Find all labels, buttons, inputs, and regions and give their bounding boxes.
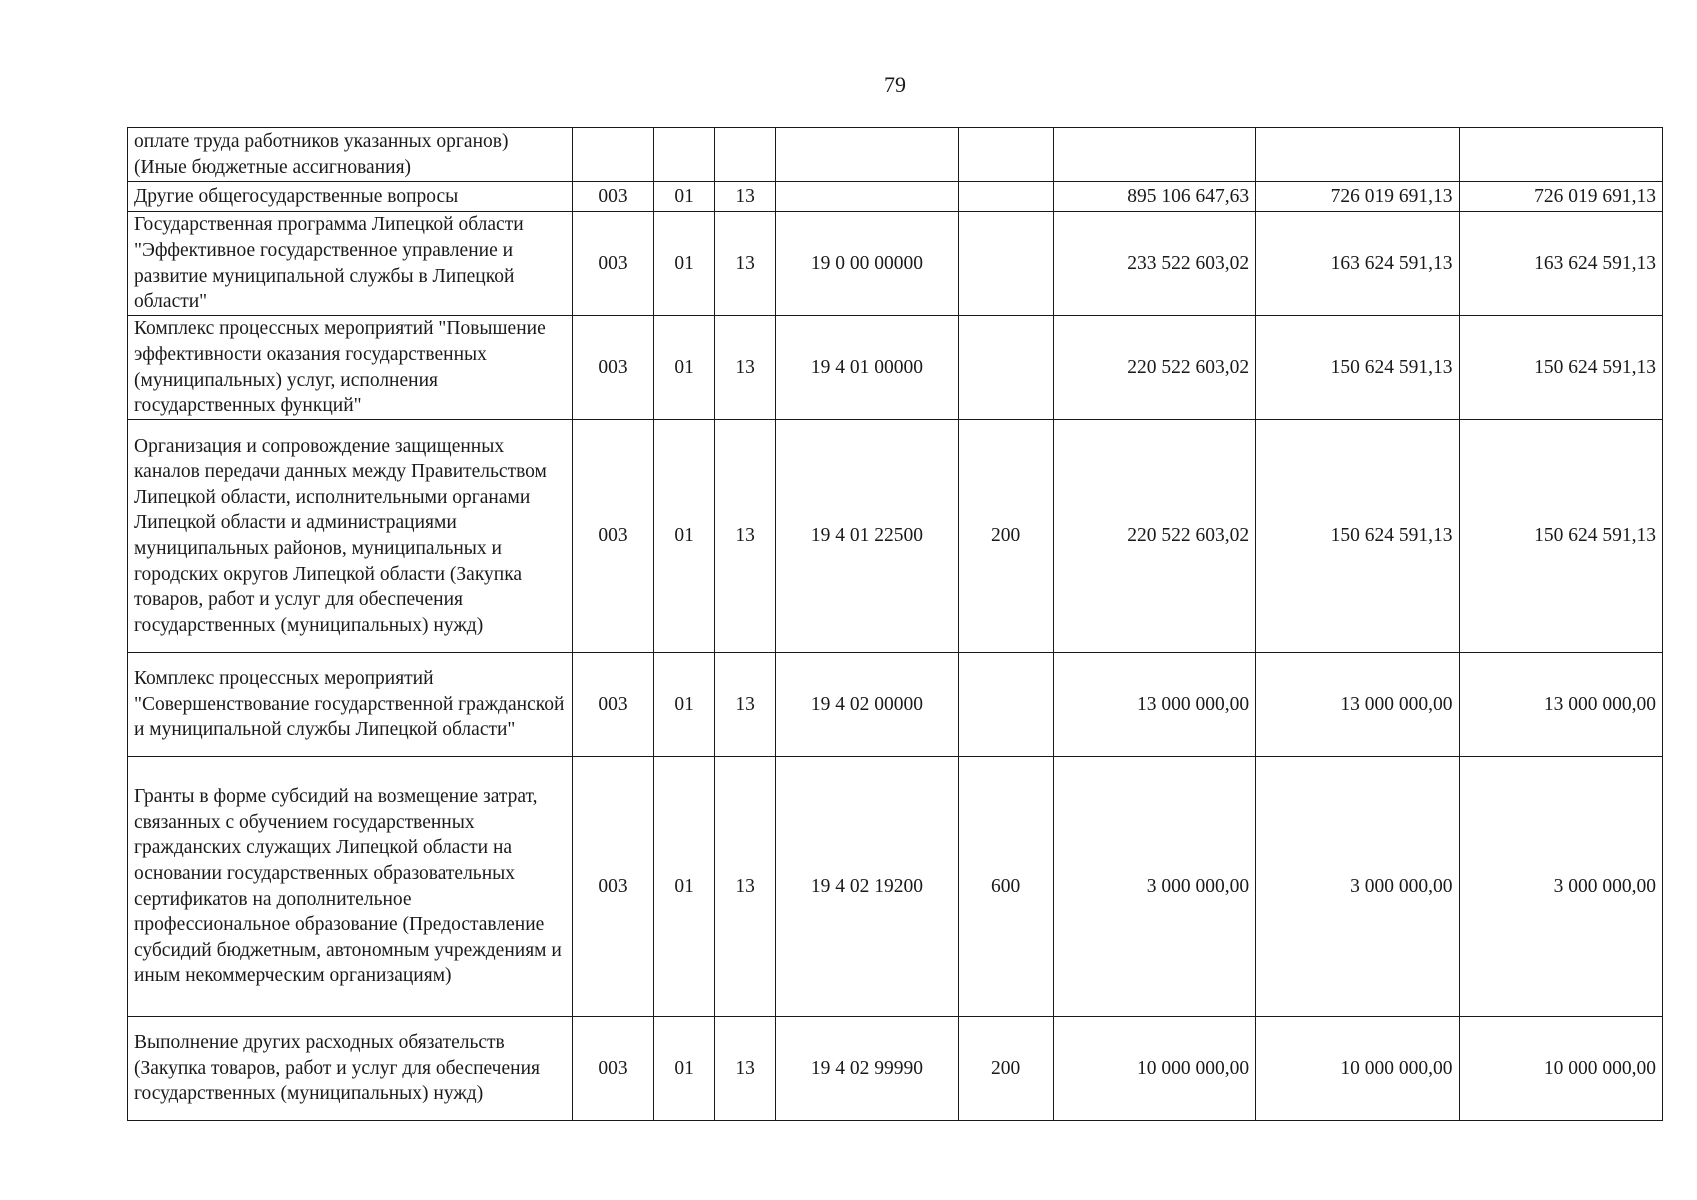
- row-vr: [958, 182, 1053, 212]
- row-sum-2: 10 000 000,00: [1256, 1017, 1459, 1121]
- row-sum-2: 3 000 000,00: [1256, 757, 1459, 1017]
- row-sum-2: 150 624 591,13: [1256, 316, 1459, 420]
- row-sum-1: 220 522 603,02: [1053, 316, 1255, 420]
- row-vr: [958, 128, 1053, 182]
- row-sum-3: 726 019 691,13: [1459, 182, 1662, 212]
- row-sum-3: 13 000 000,00: [1459, 653, 1662, 757]
- row-gr: 003: [572, 420, 653, 653]
- row-pr: 13: [715, 757, 776, 1017]
- table-row: [128, 128, 1663, 182]
- row-csr: 19 0 00 00000: [776, 212, 958, 316]
- row-gr: 003: [572, 182, 653, 212]
- row-rz: 01: [654, 757, 715, 1017]
- row-gr: 003: [572, 757, 653, 1017]
- row-vr: [958, 316, 1053, 420]
- table-row: [128, 212, 1663, 316]
- row-csr: 19 4 01 22500: [776, 420, 958, 653]
- table-row: [128, 757, 1663, 1017]
- table-row: [128, 1017, 1663, 1121]
- row-name: Государственная программа Липецкой области "Эффективное государственное управление и развитие муниципальной службы в Липецкой области": [128, 212, 573, 316]
- table-row: [128, 182, 1663, 212]
- row-sum-3: 163 624 591,13: [1459, 212, 1662, 316]
- row-pr: 13: [715, 1017, 776, 1121]
- row-pr: 13: [715, 182, 776, 212]
- row-pr: [715, 128, 776, 182]
- row-vr: 200: [958, 420, 1053, 653]
- table-row: [128, 420, 1663, 653]
- row-gr: 003: [572, 212, 653, 316]
- row-csr: 19 4 02 19200: [776, 757, 958, 1017]
- row-rz: 01: [654, 420, 715, 653]
- row-csr: [776, 128, 958, 182]
- row-sum-1: 233 522 603,02: [1053, 212, 1255, 316]
- row-name: Организация и сопровождение защищенных каналов передачи данных между Правительством Липецкой области, исполнительными органами Липецкой области и администрациями муниципальных районов, муниципальных и городских округов Липецкой области (Закупка товаров, работ и услуг для обеспечения государственных (муниципальных) нужд): [128, 420, 573, 653]
- row-sum-2: [1256, 128, 1459, 182]
- row-name: оплате труда работников указанных органов) (Иные бюджетные ассигнования): [128, 128, 573, 182]
- row-rz: 01: [654, 182, 715, 212]
- row-gr: 003: [572, 1017, 653, 1121]
- row-rz: 01: [654, 653, 715, 757]
- row-sum-1: 895 106 647,63: [1053, 182, 1255, 212]
- row-rz: [654, 128, 715, 182]
- row-csr: 19 4 02 00000: [776, 653, 958, 757]
- row-vr: [958, 212, 1053, 316]
- row-gr: 003: [572, 653, 653, 757]
- row-sum-1: 3 000 000,00: [1053, 757, 1255, 1017]
- row-sum-3: 150 624 591,13: [1459, 420, 1662, 653]
- row-sum-2: 150 624 591,13: [1256, 420, 1459, 653]
- row-csr: 19 4 02 99990: [776, 1017, 958, 1121]
- row-sum-3: 3 000 000,00: [1459, 757, 1662, 1017]
- row-name: Гранты в форме субсидий на возмещение затрат, связанных с обучением государственных гражданских служащих Липецкой области на основании государственных образовательных сертификатов на дополнительное профессиональное образование (Предоставление субсидий бюджетным, автономным учреждениям и иным некоммерческим организациям): [128, 757, 573, 1017]
- row-sum-1: 220 522 603,02: [1053, 420, 1255, 653]
- budget-table: [127, 127, 1663, 1121]
- row-rz: 01: [654, 316, 715, 420]
- page-number: 79: [884, 72, 906, 97]
- row-sum-2: 726 019 691,13: [1256, 182, 1459, 212]
- row-pr: 13: [715, 420, 776, 653]
- row-pr: 13: [715, 653, 776, 757]
- row-sum-1: [1053, 128, 1255, 182]
- row-csr: 19 4 01 00000: [776, 316, 958, 420]
- row-gr: [572, 128, 653, 182]
- row-vr: 600: [958, 757, 1053, 1017]
- row-pr: 13: [715, 316, 776, 420]
- row-csr: [776, 182, 958, 212]
- row-pr: 13: [715, 212, 776, 316]
- row-sum-3: 10 000 000,00: [1459, 1017, 1662, 1121]
- row-sum-1: 10 000 000,00: [1053, 1017, 1255, 1121]
- row-name: Комплекс процессных мероприятий "Совершенствование государственной гражданской и муниципальной службы Липецкой области": [128, 653, 573, 757]
- row-vr: [958, 653, 1053, 757]
- table-row: [128, 653, 1663, 757]
- row-name: Выполнение других расходных обязательств (Закупка товаров, работ и услуг для обеспечения государственных (муниципальных) нужд): [128, 1017, 573, 1121]
- row-gr: 003: [572, 316, 653, 420]
- row-name: Другие общегосударственные вопросы: [128, 182, 573, 212]
- row-sum-2: 163 624 591,13: [1256, 212, 1459, 316]
- table-row: [128, 316, 1663, 420]
- row-vr: 200: [958, 1017, 1053, 1121]
- row-name: Комплекс процессных мероприятий "Повышение эффективности оказания государственных (муниципальных) услуг, исполнения государственных функций": [128, 316, 573, 420]
- row-sum-3: [1459, 128, 1662, 182]
- row-sum-3: 150 624 591,13: [1459, 316, 1662, 420]
- row-sum-1: 13 000 000,00: [1053, 653, 1255, 757]
- row-sum-2: 13 000 000,00: [1256, 653, 1459, 757]
- row-rz: 01: [654, 1017, 715, 1121]
- row-rz: 01: [654, 212, 715, 316]
